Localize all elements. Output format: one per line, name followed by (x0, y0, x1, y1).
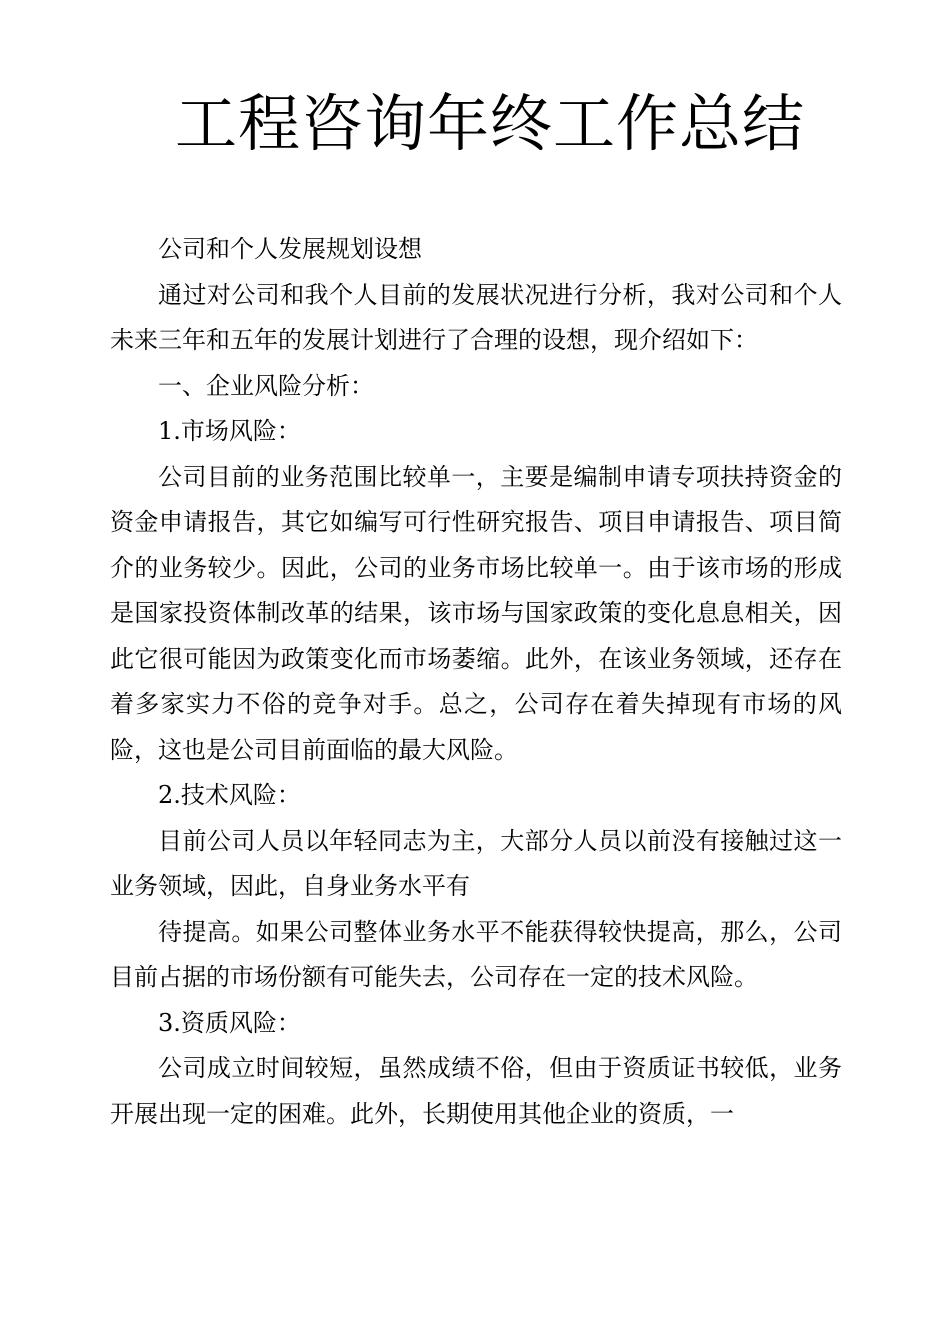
paragraph-technical-risk-part1: 目前公司人员以年轻同志为主，大部分人员以前没有接触过这一业务领域，因此，自身业务水平有 (110, 826, 842, 900)
paragraph-market-risk: 公司目前的业务范围比较单一，主要是编制申请专项扶持资金的资金申请报告，其它如编写可行性研究报告、项目申请报告、项目简介的业务较少。因此，公司的业务市场比较单一。由于该市场的形成是国家投资体制改革的结果，该市场与国家政策的变化息息相关，因此它很可能因为政策变化而市场萎缩。此外，在该业务领域，还存在着多家实力不俗的竞争对手。总之，公司存在着失掉现有市场的风险，这也是公司目前面临的最大风险。 (110, 462, 842, 764)
subheading-technical-risk: 2.技术风险： (158, 781, 301, 809)
paragraph-qualification-risk: 公司成立时间较短，虽然成绩不俗，但由于资质证书较低，业务开展出现一定的困难。此外，长期使用其他企业的资质，一 (110, 1054, 842, 1128)
paragraph-technical-risk-part2: 待提高。如果公司整体业务水平不能获得较快提高，那么，公司目前占据的市场份额有可能失去，公司存在一定的技术风险。 (110, 917, 842, 991)
document-body (110, 227, 842, 1137)
document-title: 工程咨询年终工作总结 (174, 87, 805, 160)
section-heading-risk-analysis: 一、企业风险分析： (158, 371, 374, 400)
subheading-qualification-risk: 3.资质风险： (158, 1008, 301, 1037)
subheading-market-risk: 1.市场风险： (158, 417, 301, 445)
paragraph-intro: 通过对公司和我个人目前的发展状况进行分析，我对公司和个人未来三年和五年的发展计划进行了合理的设想，现介绍如下： (110, 280, 842, 354)
paragraph-heading-plan: 公司和个人发展规划设想 (158, 235, 422, 263)
